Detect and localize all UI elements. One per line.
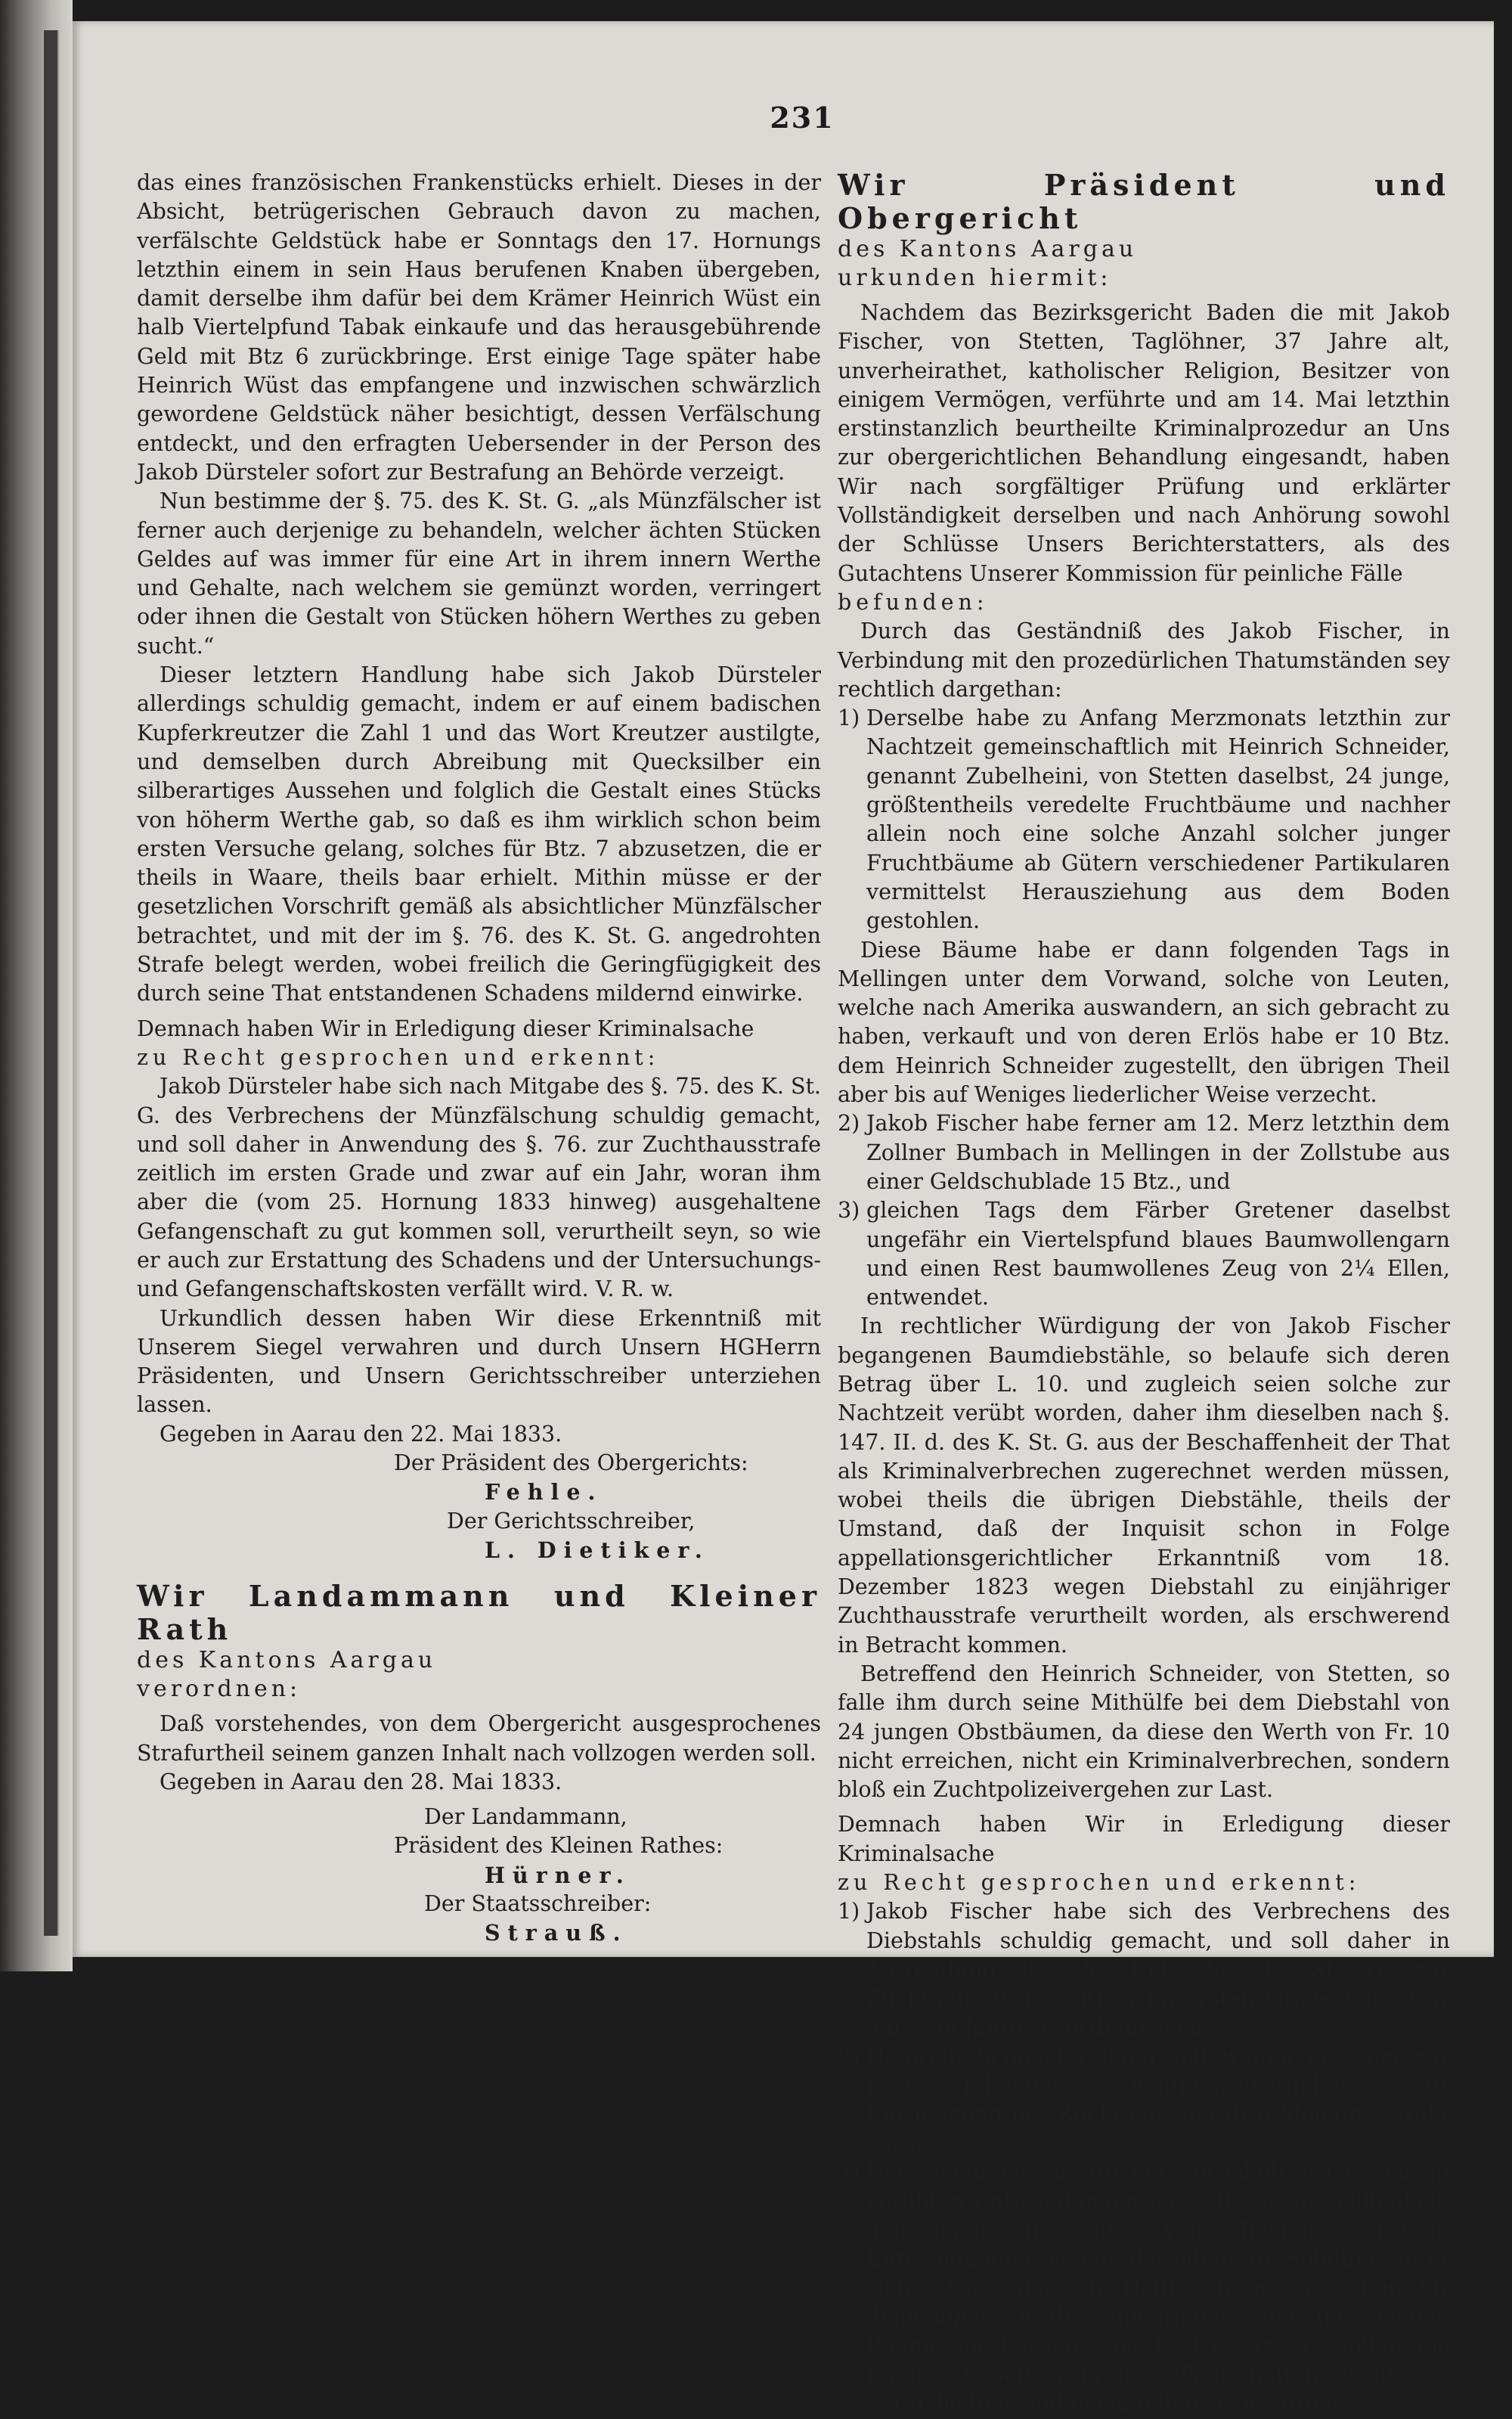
verdict-intro: Demnach haben Wir in Erledigung dieser Kriminalsache xyxy=(137,1016,754,1041)
signature-title: Der Gerichtsschreiber, xyxy=(447,1508,696,1534)
list-item xyxy=(838,1109,1450,1196)
paragraph: Nun bestimme der §. 75. des K. St. G. „als Münzfälscher ist ferner auch derjenige zu behandeln, welcher ächten Stücken Geldes auf was immer für eine Art in ihrem innern Werthe und Gehalte, nach welchem sie gemünzt worden, verringert oder ihnen die Gestalt von Stücken höhern Werthes zu geben sucht.“ xyxy=(137,488,821,659)
paragraph: Jakob Dürsteler habe sich nach Mitgabe des §. 75. des K. St. G. des Verbrechens der Münzfälschung schuldig gemacht, und soll daher in Anwendung des §. 76. zur Zuchthausstrafe zeitlich im ersten Grade und zwar auf ein Jahr, woran ihm aber die (vom 25. Hornung 1833 hinweg) ausgehaltene Gefangenschaft zu gut kommen soll, verurtheilt seyn, so wie er auch zur Erstattung des Schadens und der Untersuchungs- und Gefangenschaftskosten verfällt wird. V. R. w. xyxy=(137,1074,821,1302)
verdict-intro-2: zu Recht gesprochen und erkennt: xyxy=(838,1870,1361,1896)
signature-title: Der Staatsschreiber: xyxy=(424,1891,652,1917)
date-line: Gegeben in Aarau den 28. Mai 1833. xyxy=(160,1769,562,1794)
list-item xyxy=(838,704,1450,935)
paragraph: Nachdem das Bezirksgericht Baden die mit Jakob Fischer, von Stetten, Taglöhner, 37 Jahre alt, unverheirathet, katholischer Religion, Besitzer von einigem Vermögen, verführte und am 14. Mai letzthin erstinstanzlich beurtheilte Kriminalprozedur an Uns zur obergerichtlichen Behandlung eingesandt, haben Wir nach sorgfältiger Prüfung und erklärter Vollständigkeit derselben und nach Anhörung sowohl der Schlüsse Unsers Berichterstatters, als des Gutachtens Unserer Kommission für peinliche Fälle xyxy=(838,300,1450,586)
list-item xyxy=(838,2158,1450,2419)
verdict-intro: Demnach haben Wir in Erledigung dieser Kriminalsache xyxy=(838,1812,1450,1866)
signature-title: Präsident des Kleinen Rathes: xyxy=(394,1833,723,1859)
list-text: Jakob Fischer habe sich des Verbrechens des Diebstahls schuldig gemacht, und soll daher in Anwendung des §. 150. des K. St. G. zur Zuchthausstrafe zeitlich im ersten Grade und zwar auf zwei Jahre verurtheilt seyn. xyxy=(866,1899,1450,2040)
signature-name: Strauß. xyxy=(485,1920,628,1946)
paragraph: Betreffend den Heinrich Schneider, von Stetten, so falle ihm durch seine Mithülfe bei dem Diebstahl von 24 jungen Obstbäumen, da diese den Werth von Fr. 10 nicht erreichen, nicht ein Kriminalverbrechen, sondern bloß ein Zuchtpolizeivergehen zur Last. xyxy=(838,1661,1450,1803)
paragraph: Daß vorstehendes, von dem Obergericht ausgesprochenes Strafurtheil seinem ganzen Inhalt nach vollzogen werden soll. xyxy=(137,1711,821,1766)
date-line: Gegeben in Aarau den 22. Mai 1833. xyxy=(160,1421,562,1447)
signature-name: Fehle. xyxy=(485,1479,603,1506)
list-text: Derselbe habe zu Anfang Merzmonats letzthin zur Nachtzeit gemeinschaftlich mit Heinrich Schneider, genannt Zubelheini, von Stetten daselbst, 24 junge, größtentheils veredelte Fruchtbäume und nachher allein noch eine solche Anzahl solcher junger Fruchtbäume ab Gütern verschiedener Partikularen vermittelst Herausziehung aus dem Boden gestohlen. xyxy=(866,706,1450,934)
page-number: 231 xyxy=(770,101,835,135)
signature-title: Der Präsident des Obergerichts: xyxy=(394,1450,748,1476)
befunden-heading: befunden: xyxy=(838,589,989,615)
list-text: Jakob Fischer habe ferner am 12. Merz letzthin dem Zollner Bumbach in Mellingen in der Zollstube aus einer Geldschublade 15 Btz., und xyxy=(866,1111,1450,1194)
right-column xyxy=(838,169,1450,2419)
list-text: Heinrich Schneider dann soll wegen des ihm zur Last fallenden Zuchtpolizeivergehens zur Einsperrung in's Zuchthaus auf drei Monate verfällt seyn. xyxy=(866,2043,1450,2156)
section-heading: Wir Präsident und Obergericht xyxy=(838,168,1450,235)
paragraph: In rechtlicher Würdigung der von Jakob Fischer begangenen Baumdiebstähle, so belaufe sich deren Betrag über L. 10. und zugleich seien solche zur Nachtzeit verübt worden, daher ihm dieselben nach §. 147. II. d. des K. St. G. aus der Beschaffenheit der That als Kriminalverbrechen zugerechnet werden müssen, wobei theils die übrigen Diebstähle, theils der Umstand, daß der Inquisit schon in Folge appellationsgerichtlicher Erkanntniß vom 18. Dezember 1823 wegen Diebstahl zu einjähriger Zuchthausstrafe verurtheilt worden, als erschwerend in Betracht kommen. xyxy=(838,1313,1450,1658)
list-number: 3) xyxy=(838,1198,860,1223)
signature-name: Hürner. xyxy=(485,1862,631,1888)
paragraph: Urkundlich dessen haben Wir diese Erkenntniß mit Unserem Siegel verwahren und durch Unsern HGHerrn Präsidenten, und Unsern Gerichtsschreiber unterziehen lassen. xyxy=(137,1305,821,1418)
paragraph: Diese Bäume habe er dann folgenden Tags in Mellingen unter dem Vorwand, solche von Leuten, welche nach Amerika auswandern, an sich gebracht zu haben, verkauft und von deren Erlös habe er 10 Btz. dem Heinrich Schneider zugestellt, den übrigen Theil aber bis auf Weniges liederlicher Weise verzecht. xyxy=(838,937,1450,1108)
paragraph: Durch das Geständniß des Jakob Fischer, in Verbindung mit den prozedürlichen Thatumständen sey rechtlich dargethan: xyxy=(838,619,1450,702)
paragraph: das eines französischen Frankenstücks erhielt. Dieses in der Absicht, betrügerischen Gebrauch davon zu machen, verfälschte Geldstück habe er Sonntags den 17. Hornungs letzthin einem in sein Haus berufenen Knaben übergeben, damit derselbe ihm dafür bei dem Krämer Heinrich Wüst ein halb Viertelpfund Tabak einkaufe und das herausgebührende Geld mit Btz 6 zurückbringe. Erst einige Tage später habe Heinrich Wüst das empfangene und inzwischen schwärzlich gewordene Geldstück näher besichtigt, dessen Verfälschung entdeckt, und den erfragten Uebersender in der Person des Jakob Dürsteler sofort zur Bestrafung an Behörde verzeigt. xyxy=(137,170,821,485)
section-subheading: des Kantons Aargau xyxy=(137,1647,437,1674)
book-page xyxy=(73,21,1494,2417)
left-column xyxy=(137,169,821,1948)
list-item xyxy=(838,1897,1450,2042)
section-subheading: urkunden hiermit: xyxy=(838,265,1112,291)
list-item xyxy=(838,2042,1450,2158)
list-text: Den Schadenersatz für die von Jakob Fischer einzig verübten Entwendungen habe dieser ausschließlich, denjenigen für die von Beiden verübten Entwendungen haben dieselben in Solidum unter sich, aber jeder zur Hälfte zu bezahlen und für denjenigen an die Eigenthümer der gestohlenen Bäume im Betrage von L. 15. Btz. 9., sollen die Käufer derselben in dem Falle haften, wenn die Verurtheilten zahlungsunfähig seyn würden. xyxy=(866,2160,1450,2417)
list-number: 1) xyxy=(838,1899,860,1924)
list-number: 2) xyxy=(838,2043,860,2069)
list-number: 3) xyxy=(838,2160,860,2185)
signature-name: L. Dietiker. xyxy=(485,1537,710,1563)
book-gutter xyxy=(0,0,73,1971)
section-subheading: des Kantons Aargau xyxy=(838,236,1138,262)
paragraph: Dieser letztern Handlung habe sich Jakob Dürsteler allerdings schuldig gemacht, indem er auf einem badischen Kupferkreutzer die Zahl 1 und das Wort Kreutzer austilgte, und demselben durch Abreibung mit Quecksilber ein silberartiges Aussehen und folglich die Gestalt eines Stücks von höherm Werthe gab, so daß es ihm wirklich schon beim ersten Versuche gelang, solches für Btz. 7 abzusetzen, die er theils in Waare, theils baar erhielt. Mithin müsse er der gesetzlichen Vorschrift gemäß als absichtlicher Münzfälscher betrachtet, und mit der im §. 76. des K. St. G. angedrohten Strafe belegt werden, wobei freilich die Geringfügigkeit des durch seine That entstandenen Schadens mildernd einwirke. xyxy=(137,662,821,1006)
section-subheading: verordnen: xyxy=(137,1676,302,1703)
facing-page-edge xyxy=(44,30,59,1936)
verdict-intro-2: zu Recht gesprochen und erkennt: xyxy=(137,1044,660,1070)
list-text: gleichen Tags dem Färber Gretener daselbst ungefähr ein Viertelspfund blaues Baumwollengarn und einen Rest baumwollenes Zeug von 2¼ Ellen, entwendet. xyxy=(866,1198,1450,1310)
list-number: 2) xyxy=(838,1111,860,1137)
list-number: 1) xyxy=(838,706,860,731)
signature-title: Der Landammann, xyxy=(424,1804,627,1830)
section-heading: Wir Landammann und Kleiner Rath xyxy=(137,1579,821,1647)
list-item xyxy=(838,1196,1450,1312)
